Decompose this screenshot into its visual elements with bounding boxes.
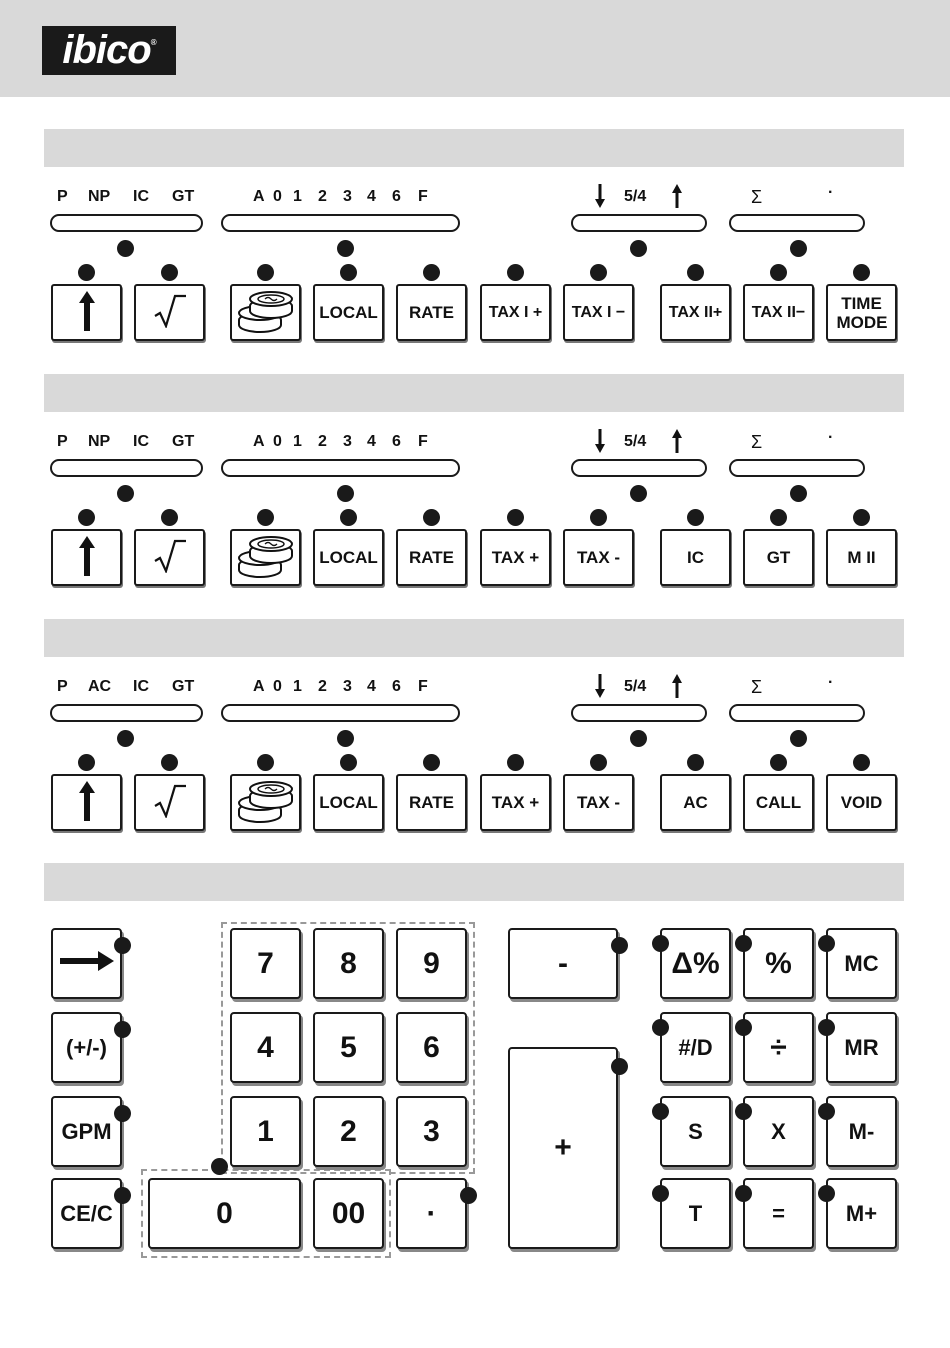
key-label: 7 <box>257 946 274 980</box>
key-label: 0 <box>216 1196 233 1230</box>
key-label: - <box>558 946 568 980</box>
key-indicator-dot <box>507 264 524 281</box>
local-key[interactable] <box>313 529 384 586</box>
function-section-3 <box>0 619 950 819</box>
decimal-label-0: 0 <box>273 433 282 450</box>
decimal-label-2: 2 <box>318 678 327 695</box>
key-indicator-dot <box>78 754 95 771</box>
key-indicator-dot <box>735 1019 752 1036</box>
decimal-label-f: F <box>418 433 428 450</box>
decimal-label-1: 1 <box>293 433 302 450</box>
decimal-label-2: 2 <box>318 188 327 205</box>
key-label: RATE <box>408 793 454 812</box>
dot-label: · <box>828 184 834 201</box>
key-indicator-dot <box>78 509 95 526</box>
minus-key[interactable] <box>508 928 618 999</box>
key-indicator-dot <box>687 509 704 526</box>
key-indicator-dot <box>423 264 440 281</box>
sign-key[interactable] <box>51 1012 122 1083</box>
round-label: 5/4 <box>624 188 647 205</box>
tax-minus-key[interactable] <box>563 774 634 831</box>
delta-percent-key[interactable] <box>660 928 731 999</box>
key-indicator-dot <box>460 1187 477 1204</box>
key-indicator-dot <box>770 264 787 281</box>
decimal-label-1: 1 <box>293 678 302 695</box>
square-root-key[interactable] <box>134 284 205 341</box>
local-key[interactable] <box>313 774 384 831</box>
key-8[interactable] <box>660 529 731 586</box>
switch-label-p: P <box>57 433 68 450</box>
indicator-dot <box>337 730 354 747</box>
key-indicator-dot <box>652 1185 669 1202</box>
digit-key-4[interactable] <box>230 1012 301 1083</box>
key-label: TAX + <box>491 793 540 812</box>
sigma-label: Σ <box>751 432 763 452</box>
key-indicator-dot <box>211 1158 228 1175</box>
decimal-label-a: A <box>253 188 265 205</box>
mode-switch[interactable] <box>50 214 203 232</box>
decimal-label-3: 3 <box>343 433 352 450</box>
key-label: 2 <box>340 1114 357 1148</box>
key-label: GT <box>766 548 791 567</box>
key-label: LOCAL <box>319 548 378 567</box>
coins-icon <box>235 534 297 582</box>
decimal-switch[interactable] <box>221 704 460 722</box>
key-indicator-dot <box>423 509 440 526</box>
digit-key-1[interactable] <box>230 1096 301 1167</box>
key-label: GPM <box>61 1118 112 1144</box>
square-root-key[interactable] <box>134 774 205 831</box>
key-label: + <box>554 1131 572 1164</box>
round-up-icon <box>671 184 683 213</box>
key-indicator-dot <box>340 264 357 281</box>
key-indicator-dot <box>652 1019 669 1036</box>
multiply-key[interactable] <box>743 1096 814 1167</box>
key-indicator-dot <box>161 754 178 771</box>
key-indicator-dot <box>78 264 95 281</box>
switch-label-gt: GT <box>172 188 195 205</box>
switch-label-ic: IC <box>133 433 149 450</box>
key-label: #/D <box>678 1034 713 1060</box>
key-label: M II <box>847 548 876 567</box>
key-label: TAX I − <box>571 304 626 321</box>
mc-key[interactable] <box>826 928 897 999</box>
key-label: % <box>765 946 792 980</box>
key-indicator-dot <box>687 264 704 281</box>
decimal-label-f: F <box>418 188 428 205</box>
decimal-label-a: A <box>253 678 265 695</box>
indicator-dot <box>630 240 647 257</box>
key-label: MC <box>844 950 879 976</box>
key-indicator-dot <box>818 1185 835 1202</box>
digit-key-8[interactable] <box>313 928 384 999</box>
switch-label-np: NP <box>88 433 111 450</box>
zero-key[interactable] <box>148 1178 301 1249</box>
section-band <box>44 619 904 657</box>
key-label: TIME MODE <box>836 293 888 332</box>
key-indicator-dot <box>853 264 870 281</box>
round-down-icon <box>594 184 606 213</box>
key-indicator-dot <box>257 264 274 281</box>
header-band <box>0 0 950 97</box>
key-9[interactable] <box>743 774 814 831</box>
tax-minus-key[interactable] <box>563 284 634 341</box>
sigma-switch[interactable] <box>729 459 865 477</box>
indicator-dot <box>790 730 807 747</box>
key-label: 9 <box>423 946 440 980</box>
local-key[interactable] <box>313 284 384 341</box>
key-indicator-dot <box>590 264 607 281</box>
total-key[interactable] <box>660 1178 731 1249</box>
percent-key[interactable] <box>743 928 814 999</box>
round-label: 5/4 <box>624 678 647 695</box>
sigma-switch[interactable] <box>729 704 865 722</box>
switch-label-gt: GT <box>172 678 195 695</box>
rate-key[interactable] <box>396 529 467 586</box>
key-label: T <box>688 1200 703 1226</box>
key-indicator-dot <box>114 1187 131 1204</box>
divide-key[interactable] <box>743 1012 814 1083</box>
key-label: 4 <box>257 1030 274 1064</box>
rounding-switch[interactable] <box>571 214 707 232</box>
rate-lock-up-key[interactable] <box>51 529 122 586</box>
indicator-dot <box>337 240 354 257</box>
round-down-icon <box>594 674 606 703</box>
switch-label-ic: IC <box>133 678 149 695</box>
digit-key-6[interactable] <box>396 1012 467 1083</box>
decimal-label-1: 1 <box>293 188 302 205</box>
currency-key[interactable] <box>230 529 301 586</box>
switch-label-ac: AC <box>88 678 112 695</box>
section-band <box>44 129 904 167</box>
key-label: RATE <box>408 548 454 567</box>
key-label: CALL <box>755 793 802 812</box>
sigma-switch[interactable] <box>729 214 865 232</box>
key-9[interactable] <box>743 284 814 341</box>
dot-label: · <box>828 674 834 691</box>
square-root-icon <box>153 539 187 577</box>
indicator-dot <box>337 485 354 502</box>
key-label: LOCAL <box>319 793 378 812</box>
key-label: 8 <box>340 946 357 980</box>
key-indicator-dot <box>853 754 870 771</box>
key-8[interactable] <box>660 284 731 341</box>
key-label: S <box>688 1118 703 1144</box>
round-down-icon <box>594 429 606 458</box>
key-10[interactable] <box>826 284 897 341</box>
key-indicator-dot <box>340 509 357 526</box>
coins-icon <box>235 779 297 827</box>
up-arrow-icon <box>78 291 96 335</box>
decimal-label-f: F <box>418 678 428 695</box>
function-section-2 <box>0 374 950 574</box>
key-label: TAX + <box>491 548 540 567</box>
sigma-label: Σ <box>751 187 763 207</box>
ibico-logo: ibico® <box>42 26 176 75</box>
up-arrow-icon <box>78 536 96 580</box>
key-label: (+/-) <box>66 1034 107 1060</box>
item-count-key[interactable] <box>660 1012 731 1083</box>
indicator-dot <box>630 730 647 747</box>
key-indicator-dot <box>770 754 787 771</box>
rounding-switch[interactable] <box>571 459 707 477</box>
key-indicator-dot <box>652 935 669 952</box>
key-10[interactable] <box>826 529 897 586</box>
rate-lock-up-key[interactable] <box>51 284 122 341</box>
digit-key-2[interactable] <box>313 1096 384 1167</box>
double-zero-key[interactable] <box>313 1178 384 1249</box>
decimal-key[interactable] <box>396 1178 467 1249</box>
up-arrow-icon <box>78 781 96 825</box>
key-indicator-dot <box>818 1103 835 1120</box>
rate-key[interactable] <box>396 774 467 831</box>
decimal-label-0: 0 <box>273 188 282 205</box>
key-indicator-dot <box>590 509 607 526</box>
key-label: MR <box>844 1034 879 1060</box>
key-label: Δ% <box>671 946 720 980</box>
rate-key[interactable] <box>396 284 467 341</box>
key-indicator-dot <box>114 937 131 954</box>
rate-lock-up-key[interactable] <box>51 774 122 831</box>
equals-key[interactable] <box>743 1178 814 1249</box>
tax-plus-key[interactable] <box>480 284 551 341</box>
ce-c-key[interactable] <box>51 1178 122 1249</box>
digit-key-5[interactable] <box>313 1012 384 1083</box>
key-label: = <box>772 1200 785 1226</box>
key-indicator-dot <box>818 935 835 952</box>
digit-key-3[interactable] <box>396 1096 467 1167</box>
key-label: ÷ <box>770 1030 787 1064</box>
key-indicator-dot <box>114 1105 131 1122</box>
mr-key[interactable] <box>826 1012 897 1083</box>
decimal-label-0: 0 <box>273 678 282 695</box>
key-label: IC <box>687 548 704 567</box>
indicator-dot <box>790 485 807 502</box>
key-10[interactable] <box>826 774 897 831</box>
key-label: VOID <box>840 793 883 812</box>
plus-key[interactable] <box>508 1047 618 1249</box>
keypad-band <box>44 863 904 901</box>
section-band <box>44 374 904 412</box>
decimal-label-6: 6 <box>392 678 401 695</box>
round-label: 5/4 <box>624 433 647 450</box>
tax-minus-key[interactable] <box>563 529 634 586</box>
decimal-label-a: A <box>253 433 265 450</box>
key-label: 5 <box>340 1030 357 1064</box>
m-minus-key[interactable] <box>826 1096 897 1167</box>
key-label: TAX I + <box>488 304 543 321</box>
key-indicator-dot <box>611 937 628 954</box>
key-label: LOCAL <box>319 303 378 322</box>
gpm-key[interactable] <box>51 1096 122 1167</box>
sigma-label: Σ <box>751 677 763 697</box>
currency-key[interactable] <box>230 284 301 341</box>
key-label: TAX II− <box>751 304 806 321</box>
key-indicator-dot <box>735 935 752 952</box>
key-label: TAX II+ <box>668 304 723 321</box>
decimal-switch[interactable] <box>221 214 460 232</box>
key-label: X <box>771 1118 786 1144</box>
decimal-label-4: 4 <box>367 433 376 450</box>
decimal-label-6: 6 <box>392 433 401 450</box>
key-indicator-dot <box>257 509 274 526</box>
key-indicator-dot <box>853 509 870 526</box>
key-label: CE/C <box>60 1200 113 1226</box>
switch-label-np: NP <box>88 188 111 205</box>
key-indicator-dot <box>687 754 704 771</box>
key-indicator-dot <box>818 1019 835 1036</box>
decimal-switch[interactable] <box>221 459 460 477</box>
function-section-1 <box>0 129 950 332</box>
m-plus-key[interactable] <box>826 1178 897 1249</box>
key-label: TAX - <box>576 548 621 567</box>
digit-key-9[interactable] <box>396 928 467 999</box>
round-up-icon <box>671 429 683 458</box>
key-indicator-dot <box>770 509 787 526</box>
tax-plus-key[interactable] <box>480 529 551 586</box>
decimal-label-2: 2 <box>318 433 327 450</box>
key-label: 6 <box>423 1030 440 1064</box>
decimal-label-4: 4 <box>367 678 376 695</box>
rounding-switch[interactable] <box>571 704 707 722</box>
subtotal-key[interactable] <box>660 1096 731 1167</box>
coins-icon <box>235 289 297 337</box>
decimal-label-6: 6 <box>392 188 401 205</box>
indicator-dot <box>630 485 647 502</box>
decimal-label-3: 3 <box>343 678 352 695</box>
indicator-dot <box>790 240 807 257</box>
key-label: · <box>426 1196 437 1230</box>
key-indicator-dot <box>423 754 440 771</box>
key-indicator-dot <box>161 264 178 281</box>
key-indicator-dot <box>161 509 178 526</box>
indicator-dot <box>117 485 134 502</box>
right-arrow-icon <box>60 950 114 978</box>
square-root-icon <box>153 784 187 822</box>
tax-plus-key[interactable] <box>480 774 551 831</box>
switch-label-p: P <box>57 678 68 695</box>
key-label: M- <box>848 1118 875 1144</box>
digit-key-7[interactable] <box>230 928 301 999</box>
key-indicator-dot <box>652 1103 669 1120</box>
decimal-label-3: 3 <box>343 188 352 205</box>
key-label: 3 <box>423 1114 440 1148</box>
indicator-dot <box>117 730 134 747</box>
key-label: 00 <box>331 1196 366 1230</box>
key-indicator-dot <box>735 1185 752 1202</box>
switch-label-ic: IC <box>133 188 149 205</box>
key-indicator-dot <box>611 1058 628 1075</box>
key-8[interactable] <box>660 774 731 831</box>
square-root-icon <box>153 294 187 332</box>
key-9[interactable] <box>743 529 814 586</box>
key-indicator-dot <box>257 754 274 771</box>
key-indicator-dot <box>735 1103 752 1120</box>
switch-label-gt: GT <box>172 433 195 450</box>
decimal-label-4: 4 <box>367 188 376 205</box>
key-indicator-dot <box>590 754 607 771</box>
arrow-key[interactable] <box>51 928 122 999</box>
key-label: M+ <box>845 1200 878 1226</box>
indicator-dot <box>117 240 134 257</box>
square-root-key[interactable] <box>134 529 205 586</box>
mode-switch[interactable] <box>50 704 203 722</box>
dot-label: · <box>828 429 834 446</box>
key-label: RATE <box>408 303 454 322</box>
key-label: TAX - <box>576 793 621 812</box>
key-label: 1 <box>257 1114 274 1148</box>
currency-key[interactable] <box>230 774 301 831</box>
key-indicator-dot <box>507 509 524 526</box>
switch-label-p: P <box>57 188 68 205</box>
mode-switch[interactable] <box>50 459 203 477</box>
key-label: AC <box>683 793 708 812</box>
key-indicator-dot <box>114 1021 131 1038</box>
key-indicator-dot <box>340 754 357 771</box>
round-up-icon <box>671 674 683 703</box>
key-indicator-dot <box>507 754 524 771</box>
